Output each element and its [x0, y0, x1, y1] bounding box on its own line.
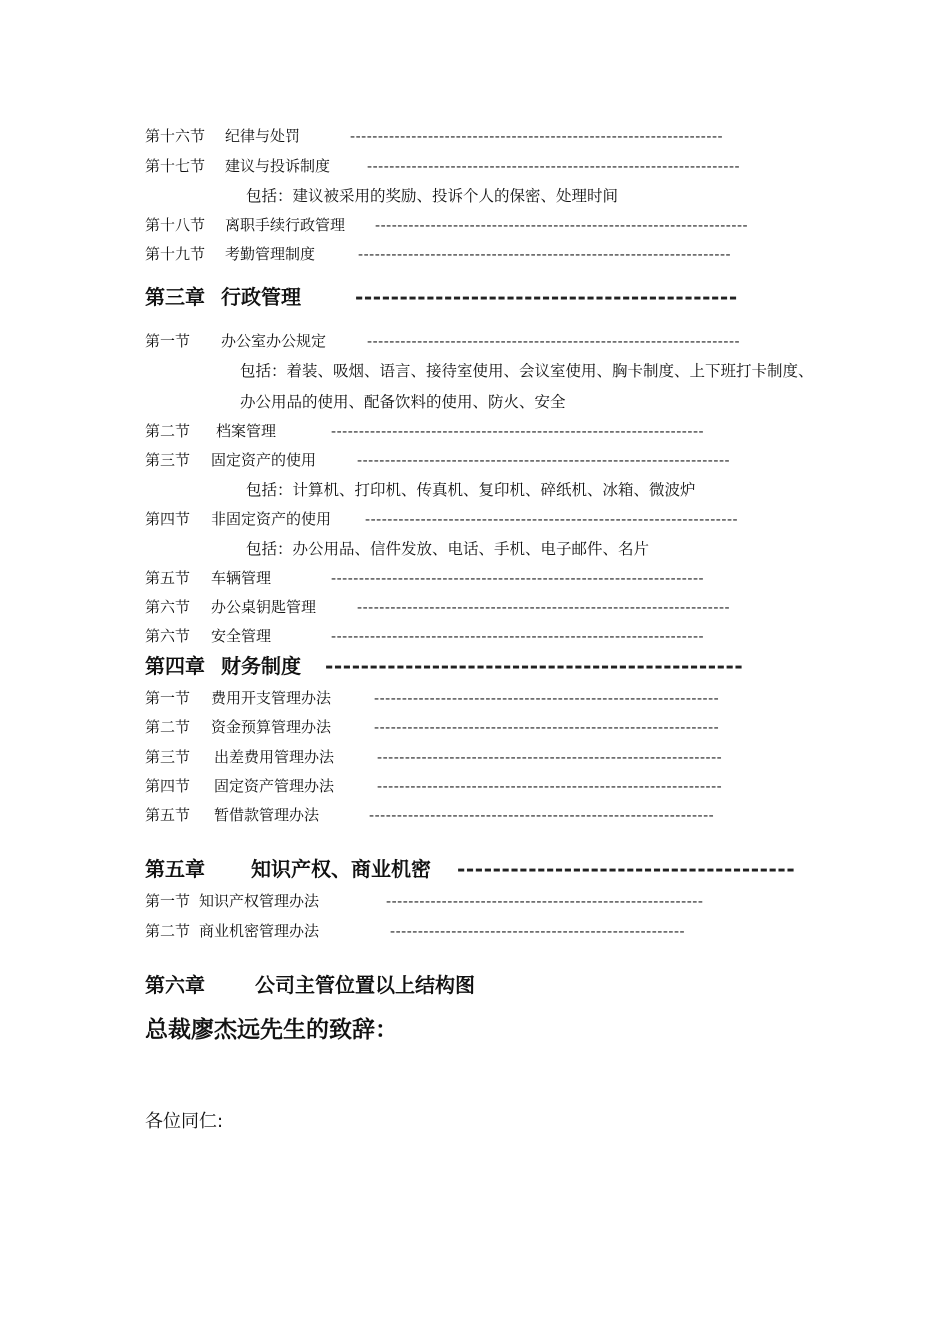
chapter-number: 第三章: [145, 285, 205, 309]
leader-dashes: -------------------------------------------------------------------: [331, 569, 705, 587]
section-title: 固定资产的使用: [211, 451, 317, 469]
section-note: 包括：建议被采用的奖励、投诉个人的保密、处理时间: [246, 187, 619, 205]
section-note: 包括：着装、吸烟、语言、接待室使用、会议室使用、胸卡制度、上下班打卡制度、: [240, 362, 814, 380]
leader-dashes: -------------------------------------------------------------------: [331, 627, 705, 645]
leader-dashes: -------------------------------------------------------------------: [358, 245, 732, 263]
leader-dashes: -------------------------------------------------------------------: [350, 127, 724, 145]
leader-dashes: --------------------------------------------------------------: [374, 718, 720, 736]
leader-dashes: -------------------------------------------------------------------: [365, 510, 739, 528]
leader-dashes: -----------------------------------------------------: [390, 922, 686, 940]
section-number: 第十七节: [145, 157, 206, 175]
leader-dashes: -------------------------------------------------------------------: [375, 216, 749, 234]
leader-dashes: -------------------------------------------------------------------: [331, 422, 705, 440]
leader-dashes: --------------------------------------------------------------: [374, 689, 720, 707]
section-number: 第一节: [145, 892, 191, 910]
section-title: 安全管理: [211, 627, 272, 645]
chapter-title: 财务制度: [221, 654, 301, 678]
leader-dashes: --------------------------------------------------------------: [369, 806, 715, 824]
section-title: 暂借款管理办法: [214, 806, 320, 824]
chapter-number: 第五章: [145, 857, 205, 881]
section-number: 第四节: [145, 777, 191, 795]
leader-dashes: -------------------------------------------------------------------: [367, 157, 741, 175]
chapter-number: 第六章: [145, 973, 205, 997]
leader-dashes: --------------------------------------: [457, 857, 796, 881]
section-number: 第三节: [145, 451, 191, 469]
section-title: 车辆管理: [211, 569, 272, 587]
section-number: 第四节: [145, 510, 191, 528]
leader-dashes: -------------------------------------------: [355, 285, 738, 309]
chapter-title: 行政管理: [221, 285, 301, 309]
section-note: 办公用品的使用、配备饮料的使用、防火、安全: [240, 393, 566, 411]
section-number: 第十九节: [145, 245, 206, 263]
chapter-title: 公司主管位置以上结构图: [255, 973, 475, 997]
section-number: 第五节: [145, 806, 191, 824]
section-title: 办公桌钥匙管理: [211, 598, 317, 616]
section-number: 第十六节: [145, 127, 206, 145]
section-title: 出差费用管理办法: [214, 748, 335, 766]
chapter-title: 知识产权、商业机密: [251, 857, 431, 881]
section-number: 第十八节: [145, 216, 206, 234]
section-note: 包括：计算机、打印机、传真机、复印机、碎纸机、冰箱、微波炉: [246, 481, 696, 499]
section-title: 建议与投诉制度: [225, 157, 331, 175]
leader-dashes: -----------------------------------------------: [325, 654, 744, 678]
section-title: 资金预算管理办法: [211, 718, 332, 736]
section-note: 包括：办公用品、信件发放、电话、手机、电子邮件、名片: [246, 540, 650, 558]
section-number: 第五节: [145, 569, 191, 587]
section-title: 办公室办公规定: [221, 332, 327, 350]
section-number: 第一节: [145, 332, 191, 350]
section-title: 档案管理: [216, 422, 277, 440]
section-title: 非固定资产的使用: [211, 510, 332, 528]
section-number: 第二节: [145, 922, 191, 940]
chapter-number: 第四章: [145, 654, 205, 678]
section-title: 考勤管理制度: [225, 245, 316, 263]
leader-dashes: -------------------------------------------------------------------: [357, 598, 731, 616]
section-title: 费用开支管理办法: [211, 689, 332, 707]
section-number: 第二节: [145, 718, 191, 736]
leader-dashes: -------------------------------------------------------------------: [357, 451, 731, 469]
section-title: 知识产权管理办法: [199, 892, 320, 910]
section-number: 第六节: [145, 598, 191, 616]
section-title: 固定资产管理办法: [214, 777, 335, 795]
greeting: 各位同仁:: [145, 1111, 224, 1132]
section-title: 纪律与处罚: [225, 127, 301, 145]
section-title: 商业机密管理办法: [199, 922, 320, 940]
leader-dashes: ---------------------------------------------------------: [386, 892, 704, 910]
leader-dashes: --------------------------------------------------------------: [377, 748, 723, 766]
section-number: 第六节: [145, 627, 191, 645]
section-number: 第三节: [145, 748, 191, 766]
section-number: 第二节: [145, 422, 191, 440]
leader-dashes: -------------------------------------------------------------------: [367, 332, 741, 350]
section-number: 第一节: [145, 689, 191, 707]
leader-dashes: --------------------------------------------------------------: [377, 777, 723, 795]
section-title: 离职手续行政管理: [225, 216, 346, 234]
address-title: 总裁廖杰远先生的致辞：: [145, 1017, 398, 1043]
